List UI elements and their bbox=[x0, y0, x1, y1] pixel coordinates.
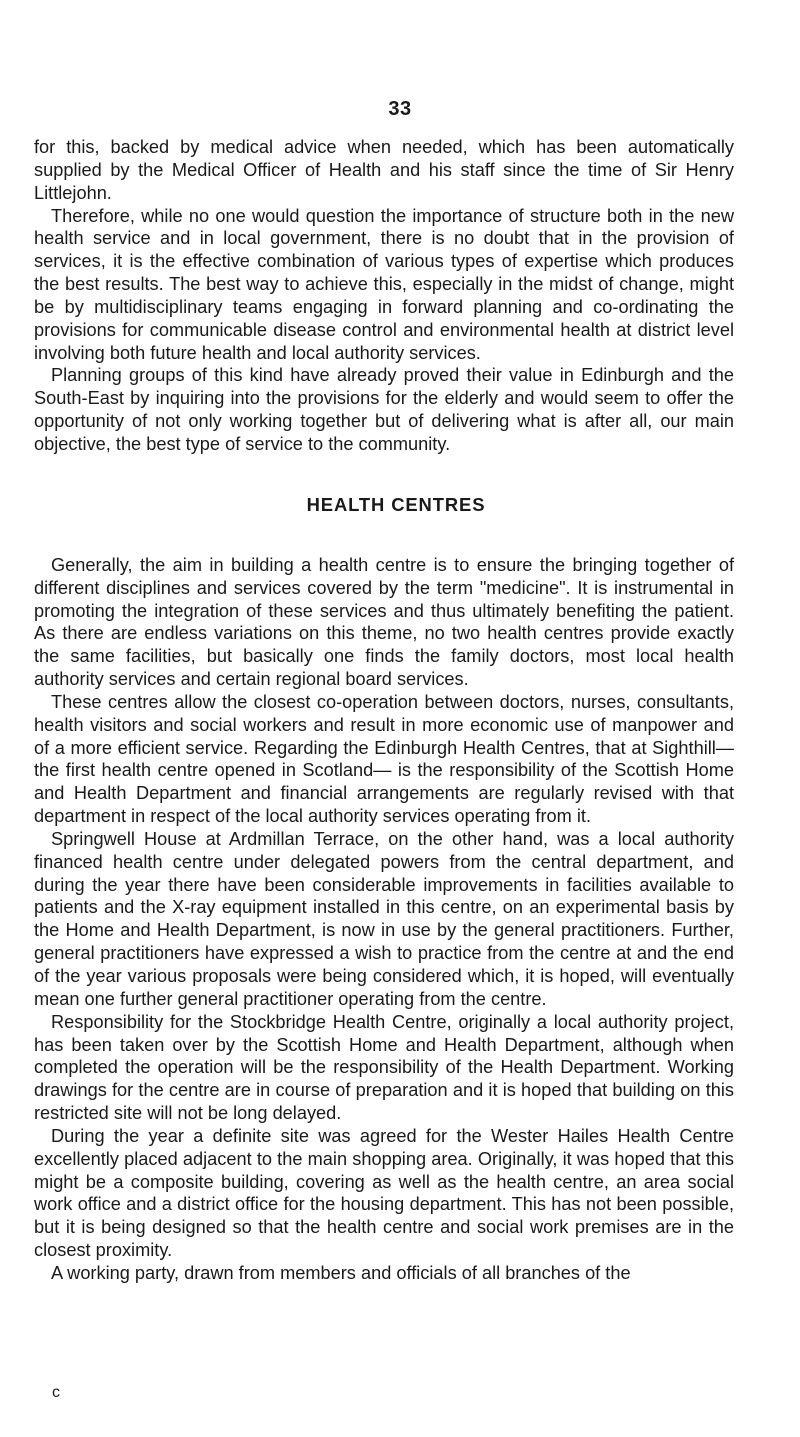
paragraph-wester-hailes: During the year a definite site was agreed for the Wester Hailes Health Centre excellently placed adjacent to the main shopping area. Originally, it was hoped that this might be a composite building, covering as well as the health centre, an area social work office and a district office for the housing department. This has not been possible, but it is being designed so that the health centre and social work premises are in the closest proximity. bbox=[34, 1125, 734, 1261]
paragraph-health-centre-aim: Generally, the aim in building a health centre is to ensure the bringing together of different disciplines and services covered by the term "medicine". It is instrumental in promoting the integration of these services and thus ultimately benefiting the patient. As there are endless variations on this theme, no two health centres provide exactly the same facilities, but basically one finds the family doctors, most local health authority services and certain regional board services. bbox=[34, 554, 734, 690]
page-number: 33 bbox=[388, 98, 412, 120]
paragraph-working-party: A working party, drawn from members and officials of all branches of the bbox=[51, 1262, 631, 1283]
paragraph-springwell-house: Springwell House at Ardmillan Terrace, on the other hand, was a local authority financed health centre under delegated powers from the central department, and during the year there have been considerable improvements in facilities available to patients and the X-ray equipment installed in this centre, on an experimental basis by the Home and Health Department, is now in use by the general practitioners. Further, general practitioners have expressed a wish to practice from the centre at and the end of the year various proposals were being considered which, it is hoped, will eventually mean one further general practitioner operating from the centre. bbox=[34, 828, 734, 1009]
paragraph-stockbridge: Responsibility for the Stockbridge Health Centre, originally a local authority project, has been taken over by the Scottish Home and Health Department, although when completed the operation will be the responsibility of the Health Department. Working drawings for the centre are in course of preparation and it is hoped that building on this restricted site will not be long delayed. bbox=[34, 1011, 734, 1124]
paragraph-cooperation-sighthill: These centres allow the closest co-operation between doctors, nurses, consultants, health visitors and social workers and result in more economic use of manpower and of a more efficient service. Regarding the Edinburgh Health Centres, that at Sighthill—the first health centre opened in Scotland— is the responsibility of the Scottish Home and Health Department and financial arrangements are regularly revised with that department in respect of the local authority services operating from it. bbox=[34, 691, 734, 827]
paragraph-planning-groups: Planning groups of this kind have already proved their value in Edinburgh and the South-East by inquiring into the provisions for the elderly and would seem to offer the opportunity of not only working together but of delivering what is after all, our main objective, the best type of service to the community. bbox=[34, 365, 734, 454]
signature-mark: c bbox=[52, 1384, 60, 1401]
document-body bbox=[34, 136, 734, 1285]
paragraph-continuation: for this, backed by medical advice when needed, which has been automatically supplied by the Medical Officer of Health and his staff since the time of Sir Henry Littlejohn. bbox=[34, 137, 734, 203]
paragraph-structure-expertise: Therefore, while no one would question the importance of structure both in the new health service and in local government, there is no doubt that in the provision of services, it is the effective combination of various types of expertise which produces the best results. The best way to achieve this, especially in the midst of change, might be by multidisciplinary teams engaging in forward planning and co-ordinating the provisions for communicable disease control and environmental health at district level involving both future health and local authority services. bbox=[34, 205, 734, 363]
section-heading-health-centres: HEALTH CENTRES bbox=[306, 493, 486, 515]
